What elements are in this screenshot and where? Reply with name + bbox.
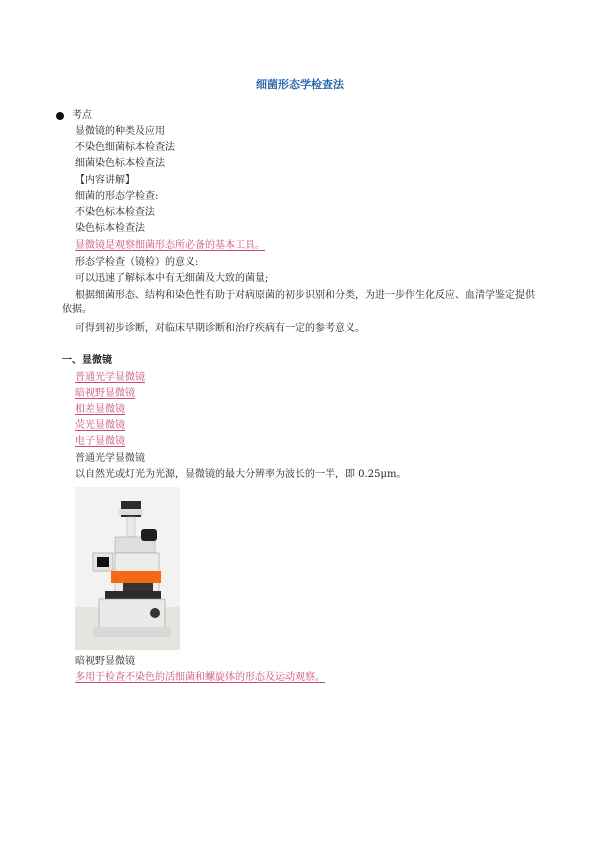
section-heading: 一、显微镜 [62,355,112,366]
meaning-label: 形态学检查（镜检）的意义: [75,257,199,268]
meaning-item: 根据细菌形态、结构和染色性有助于对病原菌的初步识别和分类，为进一步作生化反应、血清学鉴定提供依据。 [62,290,535,315]
meaning-item: 可得到初步诊断，对临床早期诊断和治疗疾病有一定的参考意义。 [75,323,365,334]
point-item: 细菌染色标本检查法 [75,158,165,169]
darkfield-title: 暗视野显微镜 [75,656,135,667]
microscope-photo [75,487,180,650]
microscope-link[interactable]: 电子显微镜 [75,436,125,447]
highlight-link[interactable]: 显微镜是观察细菌形态所必备的基本工具。 [75,240,265,251]
content-header: 【内容讲解】 [75,175,135,186]
darkfield-desc[interactable]: 多用于检查不染色的活细菌和螺旋体的形态及运动观察。 [75,672,325,683]
bullet-icon [56,112,64,120]
optical-desc: 以自然光或灯光为光源，显微镜的最大分辨率为波长的一半，即 0.25μm。 [75,469,407,480]
points-label: 考点 [72,110,92,121]
point-item: 显微镜的种类及应用 [75,126,165,137]
page-title: 细菌形态学检查法 [256,78,344,91]
microscope-link[interactable]: 相差显微镜 [75,404,125,415]
microscope-link[interactable]: 普通光学显微镜 [75,372,145,383]
optical-title: 普通光学显微镜 [75,453,145,464]
text-line: 不染色标本检查法 [75,207,155,218]
text-line: 细菌的形态学检查: [75,191,159,202]
microscope-link[interactable]: 荧光显微镜 [75,420,125,431]
text-line: 染色标本检查法 [75,223,145,234]
microscope-illustration [75,487,180,650]
meaning-item: 可以迅速了解标本中有无细菌及大致的菌量; [75,273,269,284]
microscope-link[interactable]: 暗视野显微镜 [75,388,135,399]
point-item: 不染色细菌标本检查法 [75,142,175,153]
